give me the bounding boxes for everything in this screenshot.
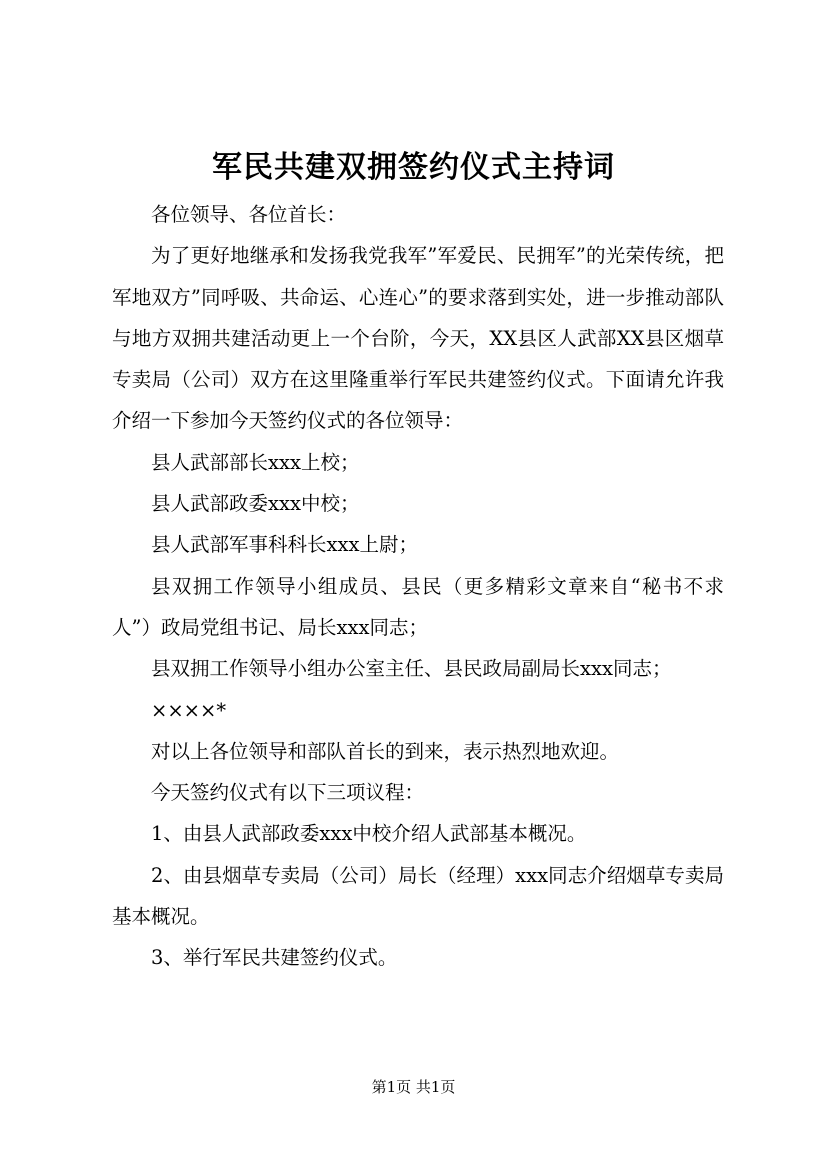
attendee-line: 县人武部政委xxx中校； [151, 492, 360, 516]
document-body [112, 194, 724, 979]
attendee-line: 县双拥工作领导小组办公室主任、县民政局副局长xxx同志； [151, 657, 672, 681]
agenda-intro: 今天签约仪式有以下三项议程： [151, 781, 425, 805]
agenda-item: 3、举行军民共建签约仪式。 [151, 946, 398, 970]
attendee-line: ××××* [151, 698, 227, 722]
greeting-paragraph: 各位领导、各位首长： [151, 203, 347, 226]
agenda-item: 1、由县人武部政委xxx中校介绍人武部基本概况。 [151, 822, 587, 846]
welcome-paragraph: 对以上各位领导和部队首长的到来，表示热烈地欢迎。 [151, 739, 620, 763]
attendee-line: 县人武部部长xxx上校； [151, 450, 360, 474]
intro-paragraph: 为了更好地继承和发扬我党我军”军爱民、民拥军”的光荣传统，把军地双方”同呼吸、共命运、心连心”的要求落到实处，进一步推动部队与地方双拥共建活动更上一个台阶，今天，XX县区人武部XX县区烟草专卖局（公司）双方在这里隆重举行军民共建签约仪式。下面请允许我介绍一下参加今天签约仪式的各位领导： [112, 244, 724, 433]
document-title: 军民共建双拥签约仪式主持词 [212, 150, 615, 185]
attendee-line: 县双拥工作领导小组成员、县民（更多精彩文章来自“秘书不求人”）政局党组书记、局长xxx同志； [112, 574, 724, 639]
agenda-item: 2、由县烟草专卖局（公司）局长（经理）xxx同志介绍烟草专卖局基本概况。 [112, 863, 724, 929]
attendee-line: 县人武部军事科科长xxx上尉； [151, 533, 418, 557]
page-footer: 第1页 共1页 [371, 1078, 456, 1096]
